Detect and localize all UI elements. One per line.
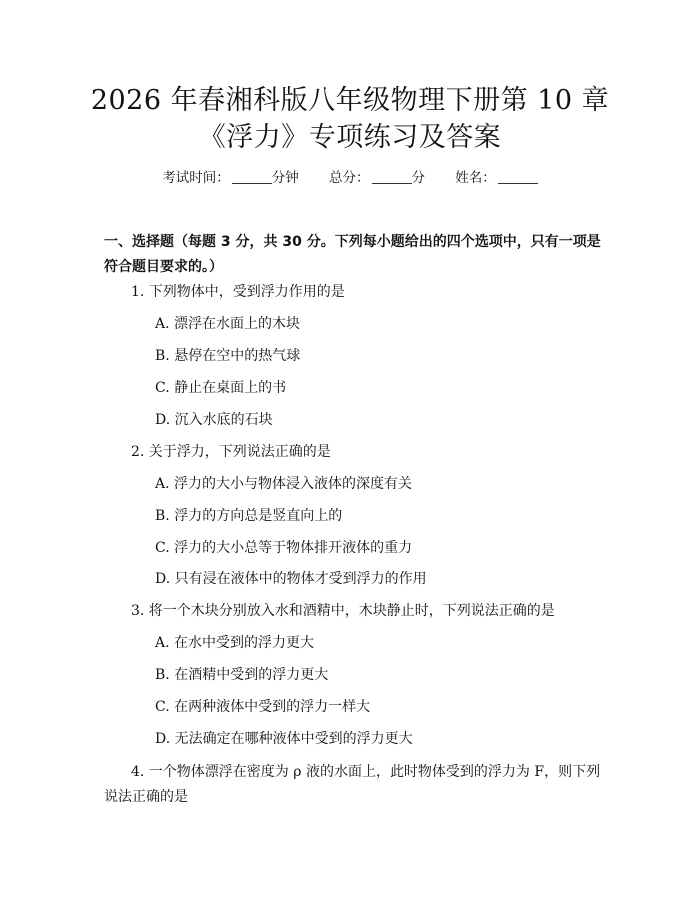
student-name-blank (498, 171, 538, 184)
total-score-blank (372, 171, 412, 184)
question-1-stem: 1. 下列物体中，受到浮力作用的是 (131, 284, 345, 300)
question-1-option-a: A. 漂浮在水面上的木块 (155, 316, 301, 332)
question-3-option-b: B. 在酒精中受到的浮力更大 (155, 667, 329, 683)
question-3-stem: 3. 将一个木块分别放入水和酒精中，木块静止时，下列说法正确的是 (131, 603, 555, 619)
exam-time-unit: 分钟 (271, 170, 299, 186)
question-2-stem: 2. 关于浮力，下列说法正确的是 (131, 444, 331, 460)
document-title-line2: 《浮力》专项练习及答案 (198, 122, 502, 153)
question-2-option-a: A. 浮力的大小与物体浸入液体的深度有关 (155, 476, 413, 492)
question-4-stem: 4. 一个物体漂浮在密度为 ρ 液的水面上，此时物体受到的浮力为 F，则下列说法正确的是 (104, 764, 601, 805)
exam-time-field (162, 170, 303, 186)
total-score-label: 总分： (329, 170, 370, 186)
question-1-option-d: D. 沉入水底的石块 (155, 412, 273, 428)
section-heading-choice: 一、选择题（每题 3 分，共 30 分。下列每小题给出的四个选项中，只有一项是符合题目要求的。） (104, 234, 601, 275)
question-3-option-c: C. 在两种液体中受到的浮力一样大 (155, 699, 371, 715)
total-score-field (329, 170, 429, 186)
exam-info-row (0, 169, 700, 187)
question-1-option-c: C. 静止在桌面上的书 (155, 380, 287, 396)
student-name-field (455, 170, 538, 186)
question-3-option-d: D. 无法确定在哪种液体中受到的浮力更大 (155, 731, 413, 747)
student-name-label: 姓名： (455, 170, 496, 186)
question-2-option-b: B. 浮力的方向总是竖直向上的 (155, 508, 343, 524)
question-2-option-d: D. 只有浸在液体中的物体才受到浮力的作用 (155, 571, 427, 587)
exam-time-label: 考试时间： (162, 170, 230, 186)
question-3-option-a: A. 在水中受到的浮力更大 (155, 635, 315, 651)
question-1-option-b: B. 悬停在空中的热气球 (155, 348, 301, 364)
exam-time-blank (232, 171, 272, 184)
document-title-line1: 2026 年春湘科版八年级物理下册第 10 章 (90, 85, 610, 116)
question-2-option-c: C. 浮力的大小总等于物体排开液体的重力 (155, 540, 413, 556)
total-score-unit: 分 (411, 170, 425, 186)
